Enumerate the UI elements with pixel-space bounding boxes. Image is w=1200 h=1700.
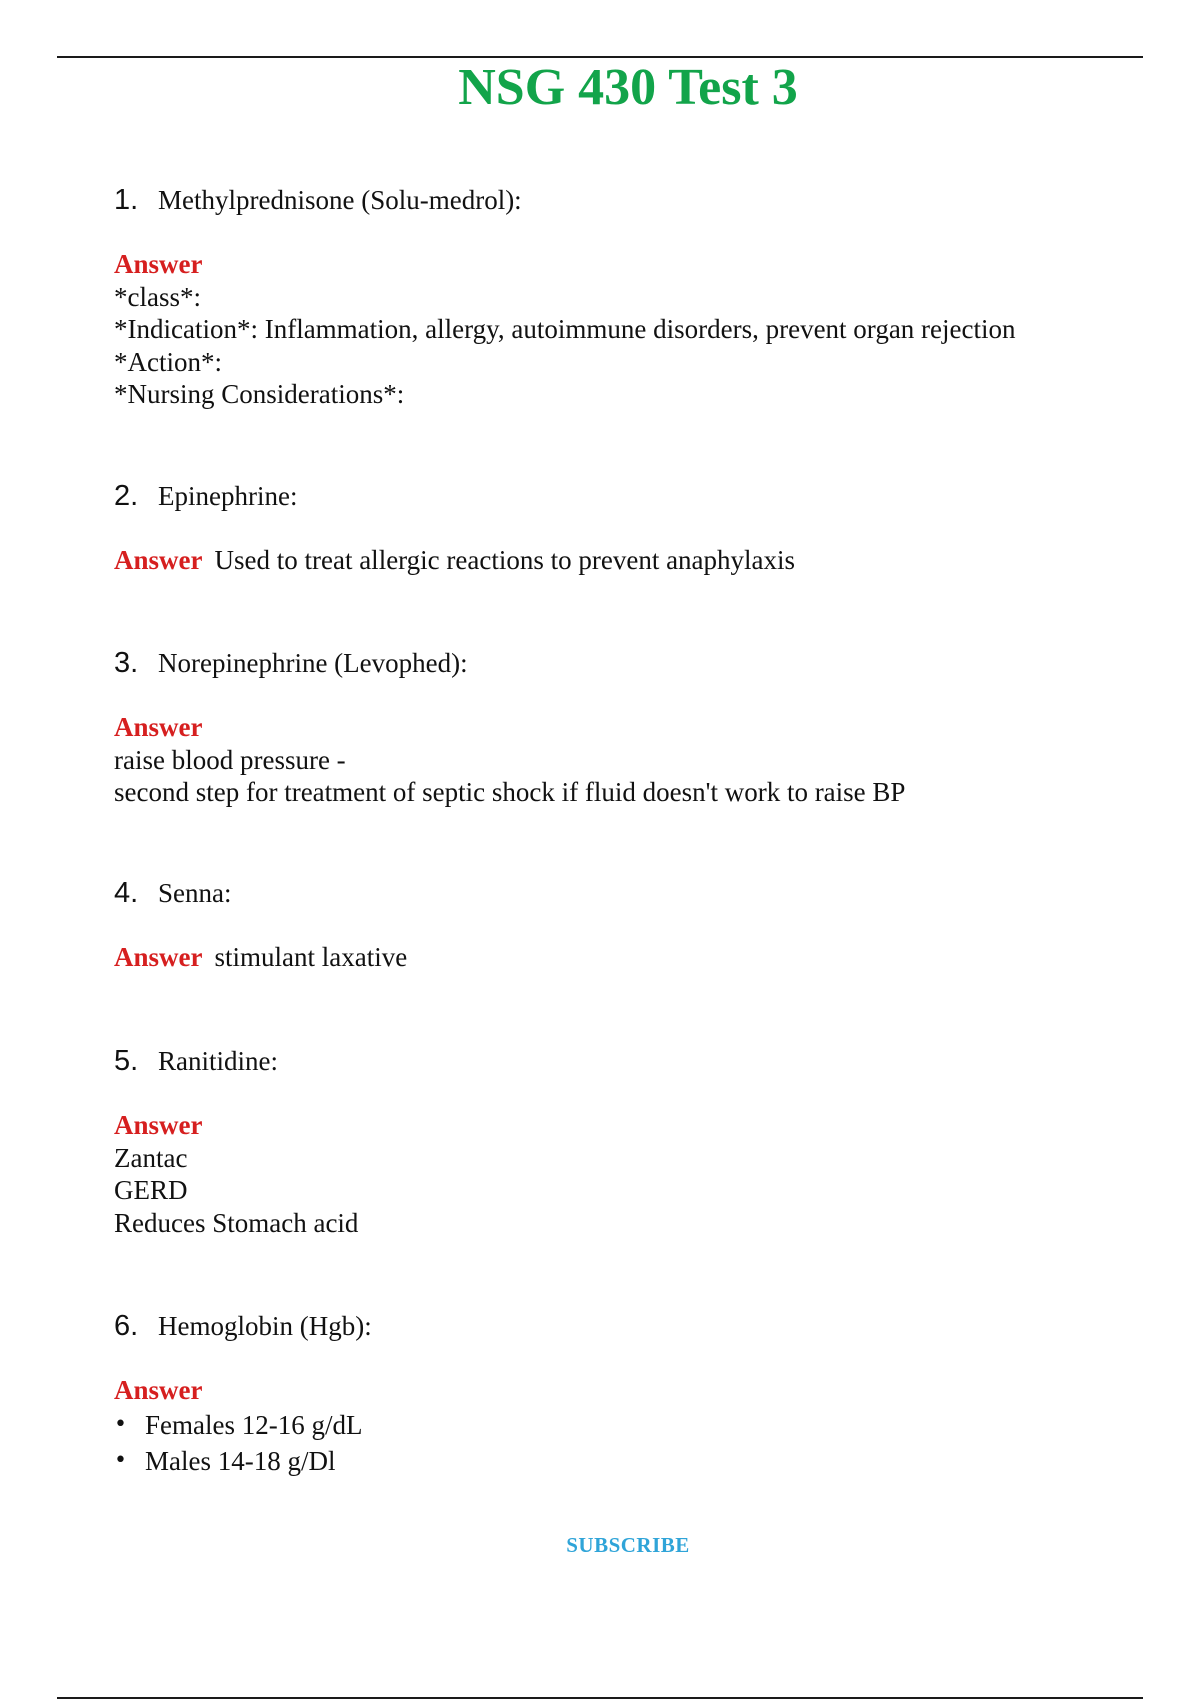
answer-label: Answer xyxy=(114,1110,203,1140)
answer-bullet-item xyxy=(114,1407,1154,1443)
question-heading xyxy=(114,184,1154,216)
question-text: Hemoglobin (Hgb): xyxy=(158,1311,372,1341)
answer-bullet-item xyxy=(114,1443,1154,1479)
question-number: 3. xyxy=(114,647,139,679)
answer-line: *Action*: xyxy=(114,346,222,377)
question-item-1 xyxy=(114,184,1154,411)
question-text: Senna: xyxy=(158,878,232,908)
question-item-5 xyxy=(114,1045,1154,1239)
answer-block xyxy=(114,248,1154,411)
question-number: 2. xyxy=(114,480,139,512)
bullet-text: Females 12-16 g/dL xyxy=(145,1409,363,1440)
answer-block xyxy=(114,1374,1154,1479)
answer-line: raise blood pressure - xyxy=(114,744,346,775)
question-number: 6. xyxy=(114,1310,139,1342)
answer-line: *class*: xyxy=(114,281,201,312)
bullet-icon: • xyxy=(114,1411,127,1437)
answer-label: Answer xyxy=(114,942,203,972)
bullet-text: Males 14-18 g/Dl xyxy=(145,1445,336,1476)
question-heading xyxy=(114,1045,1154,1077)
question-heading xyxy=(114,1310,1154,1342)
question-number: 5. xyxy=(114,1045,139,1077)
question-text: Epinephrine: xyxy=(158,481,298,511)
question-heading xyxy=(114,877,1154,909)
answer-label: Answer xyxy=(114,712,203,742)
question-number: 1. xyxy=(114,184,139,216)
answer-block xyxy=(114,711,1154,809)
question-item-6 xyxy=(114,1310,1154,1479)
answer-label: Answer xyxy=(114,249,203,279)
question-item-2 xyxy=(114,480,1154,577)
answer-label: Answer xyxy=(114,1375,203,1405)
subscribe-link[interactable]: SUBSCRIBE xyxy=(566,1533,690,1557)
answer-text: Used to treat allergic reactions to prevent anaphylaxis xyxy=(214,545,796,575)
answer-line: *Indication*: Inflammation, allergy, autoimmune disorders, prevent organ rejection xyxy=(114,314,1016,344)
question-number: 4. xyxy=(114,877,139,909)
answer-text: stimulant laxative xyxy=(214,942,408,972)
question-text: Ranitidine: xyxy=(158,1046,278,1076)
answer-line: Zantac xyxy=(114,1142,188,1173)
question-heading xyxy=(114,480,1154,512)
question-text: Methylprednisone (Solu-medrol): xyxy=(158,185,522,215)
answer-bullet-list xyxy=(114,1407,1154,1479)
answer-line: Reduces Stomach acid xyxy=(114,1207,359,1238)
answer-line: *Nursing Considerations*: xyxy=(114,379,405,409)
bottom-rule xyxy=(57,1697,1143,1699)
question-item-3 xyxy=(114,647,1154,809)
question-heading xyxy=(114,647,1154,679)
answer-block xyxy=(114,941,1154,974)
answer-block xyxy=(114,544,1154,577)
document-title: NSG 430 Test 3 xyxy=(458,59,798,116)
answer-label: Answer xyxy=(114,545,203,575)
answer-block xyxy=(114,1109,1154,1239)
question-text: Norepinephrine (Levophed): xyxy=(158,648,468,678)
question-item-4 xyxy=(114,877,1154,974)
answer-line: GERD xyxy=(114,1175,188,1205)
bullet-icon: • xyxy=(114,1447,127,1473)
answer-line: second step for treatment of septic shock if fluid doesn't work to raise BP xyxy=(114,777,906,807)
